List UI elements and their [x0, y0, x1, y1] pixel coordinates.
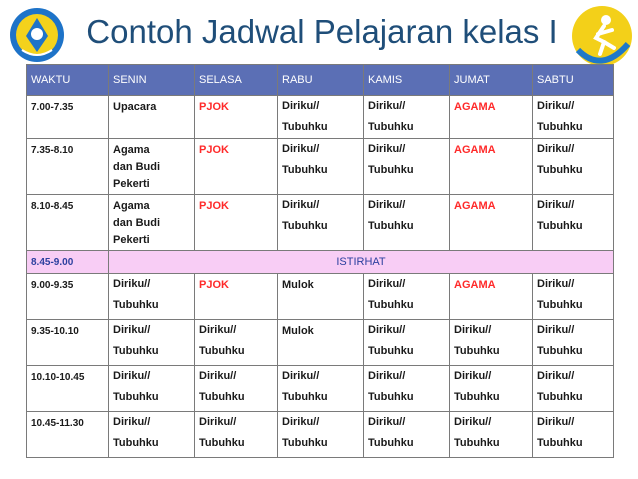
- cell-text: Tubuhku: [368, 391, 414, 403]
- cell-rabu: [278, 274, 364, 320]
- cell-text: Diriku//: [199, 324, 237, 336]
- cell-selasa: [195, 96, 278, 139]
- cell-text: Tubuhku: [113, 299, 159, 311]
- cell-kamis: [364, 274, 450, 320]
- cell-selasa: [195, 139, 278, 195]
- cell-text: Diriku//: [368, 324, 406, 336]
- cell-text: Upacara: [113, 101, 157, 113]
- cell-text: dan Budi: [113, 161, 161, 173]
- cell-text: AGAMA: [454, 200, 496, 212]
- table-row: [27, 366, 614, 412]
- cell-text: Diriku//: [113, 416, 151, 428]
- cell-rabu: [278, 139, 364, 195]
- cell-text: Tubuhku: [537, 220, 583, 232]
- cell-text: Diriku//: [537, 199, 575, 211]
- cell-text: Diriku//: [454, 370, 492, 382]
- cell-text: Diriku//: [282, 199, 320, 211]
- header-waktu: WAKTU: [27, 65, 109, 96]
- time-cell: 10.10-10.45: [27, 366, 109, 412]
- table-row: [27, 274, 614, 320]
- cell-senin: [109, 139, 195, 195]
- cell-text: PJOK: [199, 144, 229, 156]
- cell-text: Agama: [113, 144, 150, 156]
- cell-kamis: [364, 320, 450, 366]
- cell-text: Tubuhku: [282, 391, 328, 403]
- cell-text: Diriku//: [368, 278, 406, 290]
- cell-jumat: [450, 274, 533, 320]
- cell-text: Diriku//: [282, 416, 320, 428]
- page-title: Contoh Jadwal Pelajaran kelas I: [86, 13, 558, 50]
- cell-sabtu: [533, 96, 614, 139]
- cell-jumat: [450, 139, 533, 195]
- running-figure-logo: [570, 4, 634, 68]
- cell-text: Diriku//: [537, 143, 575, 155]
- cell-jumat: [450, 366, 533, 412]
- cell-kamis: [364, 96, 450, 139]
- cell-sabtu: [533, 366, 614, 412]
- cell-text: Diriku//: [368, 100, 406, 112]
- cell-sabtu: [533, 320, 614, 366]
- header-senin: SENIN: [109, 65, 195, 96]
- cell-text: Mulok: [282, 279, 314, 291]
- cell-sabtu: [533, 195, 614, 251]
- cell-text: AGAMA: [454, 279, 496, 291]
- break-label: ISTIRHAT: [109, 251, 614, 274]
- cell-text: Tubuhku: [537, 437, 583, 449]
- cell-rabu: [278, 366, 364, 412]
- cell-text: Diriku//: [113, 370, 151, 382]
- header-jumat: JUMAT: [450, 65, 533, 96]
- cell-selasa: [195, 274, 278, 320]
- cell-jumat: [450, 96, 533, 139]
- cell-senin: [109, 96, 195, 139]
- cell-senin: [109, 274, 195, 320]
- time-cell: 10.45-11.30: [27, 412, 109, 458]
- cell-text: Tubuhku: [113, 437, 159, 449]
- header-rabu: RABU: [278, 65, 364, 96]
- break-row: [27, 251, 614, 274]
- header-selasa: SELASA: [195, 65, 278, 96]
- cell-rabu: [278, 320, 364, 366]
- cell-selasa: [195, 412, 278, 458]
- cell-text: Diriku//: [454, 324, 492, 336]
- cell-text: Diriku//: [113, 324, 151, 336]
- table-row: [27, 320, 614, 366]
- cell-text: Tubuhku: [368, 345, 414, 357]
- time-cell: 9.00-9.35: [27, 274, 109, 320]
- cell-text: Diriku//: [537, 370, 575, 382]
- cell-text: Tubuhku: [282, 121, 328, 133]
- cell-text: Tubuhku: [537, 164, 583, 176]
- cell-text: Pekerti: [113, 178, 150, 190]
- cell-senin: [109, 412, 195, 458]
- cell-senin: [109, 320, 195, 366]
- table-row: [27, 96, 614, 139]
- cell-text: Diriku//: [199, 370, 237, 382]
- kemdikbud-logo: [8, 6, 66, 64]
- cell-text: Tubuhku: [537, 299, 583, 311]
- cell-text: Mulok: [282, 325, 314, 337]
- cell-text: PJOK: [199, 101, 229, 113]
- cell-jumat: [450, 320, 533, 366]
- cell-text: Tubuhku: [537, 121, 583, 133]
- cell-kamis: [364, 412, 450, 458]
- cell-text: Tubuhku: [537, 391, 583, 403]
- cell-text: Diriku//: [537, 278, 575, 290]
- cell-text: Pekerti: [113, 234, 150, 246]
- cell-text: Tubuhku: [537, 345, 583, 357]
- cell-text: Tubuhku: [368, 437, 414, 449]
- cell-text: Diriku//: [282, 143, 320, 155]
- cell-text: Diriku//: [368, 416, 406, 428]
- cell-rabu: [278, 195, 364, 251]
- cell-text: Diriku//: [113, 278, 151, 290]
- time-cell: 9.35-10.10: [27, 320, 109, 366]
- table-row: [27, 412, 614, 458]
- cell-text: Tubuhku: [113, 345, 159, 357]
- cell-text: Diriku//: [282, 370, 320, 382]
- cell-senin: [109, 195, 195, 251]
- cell-text: Tubuhku: [368, 121, 414, 133]
- cell-text: Tubuhku: [282, 437, 328, 449]
- cell-text: Tubuhku: [199, 437, 245, 449]
- table-row: [27, 195, 614, 251]
- cell-text: Tubuhku: [368, 220, 414, 232]
- header-row: [27, 65, 614, 96]
- cell-kamis: [364, 139, 450, 195]
- cell-jumat: [450, 195, 533, 251]
- cell-text: Tubuhku: [199, 391, 245, 403]
- time-cell: 8.10-8.45: [27, 195, 109, 251]
- cell-text: Tubuhku: [282, 220, 328, 232]
- cell-selasa: [195, 366, 278, 412]
- header-sabtu: SABTU: [533, 65, 614, 96]
- cell-text: Tubuhku: [199, 345, 245, 357]
- cell-text: Tubuhku: [113, 391, 159, 403]
- break-time: 8.45-9.00: [27, 251, 109, 274]
- cell-text: AGAMA: [454, 101, 496, 113]
- cell-selasa: [195, 320, 278, 366]
- time-cell: 7.00-7.35: [27, 96, 109, 139]
- cell-text: Tubuhku: [454, 391, 500, 403]
- cell-text: Diriku//: [282, 100, 320, 112]
- cell-text: PJOK: [199, 200, 229, 212]
- cell-rabu: [278, 96, 364, 139]
- cell-text: Diriku//: [537, 416, 575, 428]
- cell-sabtu: [533, 274, 614, 320]
- time-cell: 7.35-8.10: [27, 139, 109, 195]
- cell-text: Diriku//: [537, 324, 575, 336]
- cell-text: dan Budi: [113, 217, 161, 229]
- cell-text: Tubuhku: [454, 437, 500, 449]
- cell-text: Diriku//: [537, 100, 575, 112]
- cell-text: Diriku//: [368, 143, 406, 155]
- cell-selasa: [195, 195, 278, 251]
- cell-text: Tubuhku: [454, 345, 500, 357]
- cell-text: Diriku//: [454, 416, 492, 428]
- schedule-table: [26, 64, 614, 458]
- table-row: [27, 139, 614, 195]
- cell-text: AGAMA: [454, 144, 496, 156]
- cell-sabtu: [533, 139, 614, 195]
- cell-sabtu: [533, 412, 614, 458]
- cell-text: Diriku//: [199, 416, 237, 428]
- cell-text: Tubuhku: [368, 164, 414, 176]
- cell-text: Tubuhku: [282, 164, 328, 176]
- cell-text: Agama: [113, 200, 150, 212]
- header-kamis: KAMIS: [364, 65, 450, 96]
- cell-rabu: [278, 412, 364, 458]
- cell-text: Diriku//: [368, 199, 406, 211]
- cell-kamis: [364, 195, 450, 251]
- cell-jumat: [450, 412, 533, 458]
- cell-kamis: [364, 366, 450, 412]
- cell-text: Tubuhku: [368, 299, 414, 311]
- cell-text: PJOK: [199, 279, 229, 291]
- cell-senin: [109, 366, 195, 412]
- cell-text: Diriku//: [368, 370, 406, 382]
